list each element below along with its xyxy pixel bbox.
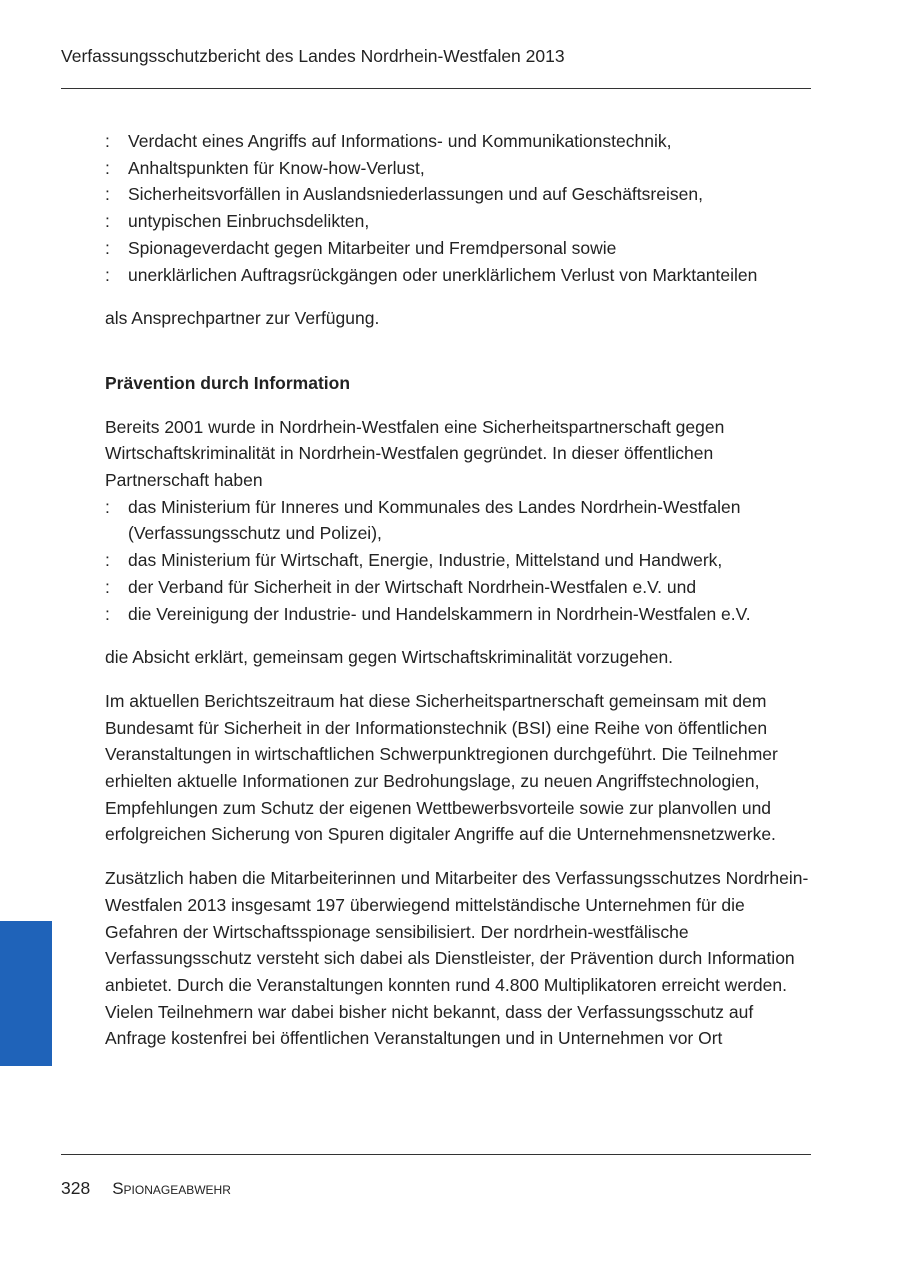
list-item: : untypischen Einbruchsdelikten, bbox=[105, 208, 813, 235]
list-item: : Anhaltspunkten für Know-how-Verlust, bbox=[105, 155, 813, 182]
list-item: : unerklärlichen Auftragsrückgängen oder unerklärlichem Verlust von Marktanteilen bbox=[105, 262, 813, 289]
page-number: 328 bbox=[61, 1178, 91, 1198]
list-item: : Verdacht eines Angriffs auf Informations- und Kommunikationstechnik, bbox=[105, 128, 813, 155]
list-item: : die Vereinigung der Industrie- und Handelskammern in Nordrhein-Westfalen e.V. bbox=[105, 601, 813, 628]
list-item: : das Ministerium für Wirtschaft, Energie, Industrie, Mittelstand und Handwerk, bbox=[105, 547, 813, 574]
list-item: : Sicherheitsvorfällen in Auslandsniederlassungen und auf Geschäftsreisen, bbox=[105, 181, 813, 208]
chapter-name: Spionageabwehr bbox=[112, 1179, 231, 1198]
section-heading: Prävention durch Information bbox=[105, 372, 351, 393]
paragraph: Im aktuellen Berichtszeitraum hat diese Sicherheitspartnerschaft gemeinsam mit dem Bundesamt für Sicherheit in der Informationstechnik (BSI) eine Reihe von öffentlichen Veranstaltungen in wirtschaftlichen Schwerpunktregionen durchgeführt. Die Teilnehmer erhielten aktuelle Informationen zur Bedrohungslage, zu neuen Angriffstechnologien, Empfehlungen zum Schutz der eigenen Wettbewerbsvorteile sowie zur planvollen und erfolgreichen Sicherung von Spuren digitaler Angriffe auf die Unternehmensnetzwerke. bbox=[105, 690, 778, 845]
chapter-tab-marker bbox=[0, 921, 52, 1066]
paragraph: Zusätzlich haben die Mitarbeiterinnen und Mitarbeiter des Verfassungsschutzes Nordrhein-Westfalen 2013 insgesamt 197 überwiegend mittelständische Unternehmen für die Gefahren der Wirtschaftsspionage sensibilisiert. Der nordrhein-westfälische Verfassungsschutz versteht sich dabei als Dienstleister, der Prävention durch Information anbietet. Durch die Veranstaltungen konnten rund 4.800 Multiplikatoren erreicht werden. Vielen Teilnehmern war dabei bisher nicht bekannt, dass der Verfassungsschutz auf Anfrage kostenfrei bei öffentlichen Veranstaltungen und in Unternehmen vor Ort bbox=[105, 868, 809, 1049]
list-item: : das Ministerium für Inneres und Kommunales des Landes Nordrhein-Westfalen (Verfassungsschutz und Polizei), bbox=[105, 494, 813, 547]
page-footer bbox=[61, 1178, 231, 1199]
header-divider bbox=[61, 88, 811, 89]
contact-topics-list bbox=[105, 128, 813, 288]
running-header: Verfassungsschutzbericht des Landes Nordrhein-Westfalen 2013 bbox=[61, 46, 565, 66]
paragraph: die Absicht erklärt, gemeinsam gegen Wirtschaftskriminalität vorzugehen. bbox=[105, 647, 674, 668]
list-item: : der Verband für Sicherheit in der Wirtschaft Nordrhein-Westfalen e.V. und bbox=[105, 574, 813, 601]
page-body bbox=[105, 128, 813, 1052]
partners-list bbox=[105, 494, 813, 628]
paragraph: als Ansprechpartner zur Verfügung. bbox=[105, 308, 380, 329]
footer-divider bbox=[61, 1154, 811, 1155]
paragraph: Bereits 2001 wurde in Nordrhein-Westfalen eine Sicherheitspartnerschaft gegen Wirtschaftskriminalität in Nordrhein-Westfalen gegründet. In dieser öffentlichen Partnerschaft haben bbox=[105, 416, 725, 491]
list-item: : Spionageverdacht gegen Mitarbeiter und Fremdpersonal sowie bbox=[105, 235, 813, 262]
